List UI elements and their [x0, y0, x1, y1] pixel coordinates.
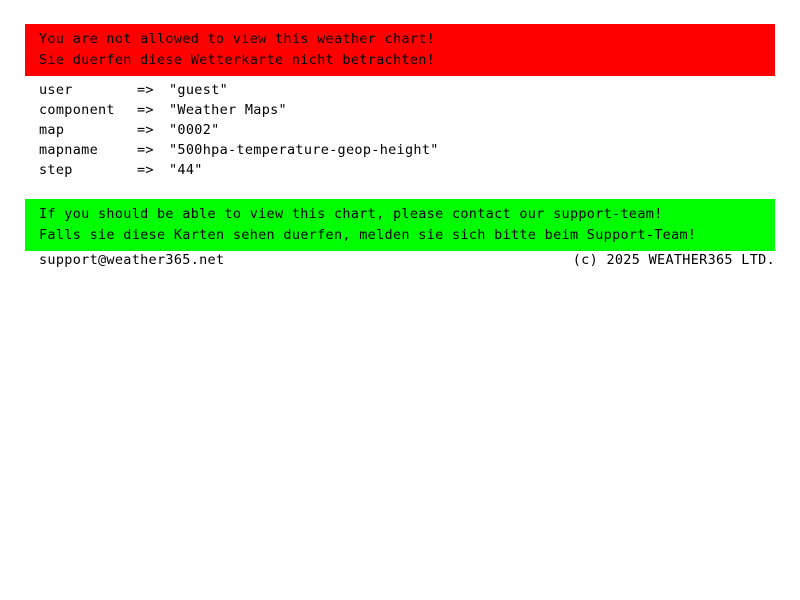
- info-banner-line-de: Falls sie diese Karten sehen duerfen, melden sie sich bitte beim Support-Team!: [39, 227, 697, 243]
- parameter-arrow: =>: [137, 82, 154, 98]
- parameter-arrow: =>: [137, 122, 154, 138]
- copyright-notice: (c) 2025 WEATHER365 LTD.: [572, 252, 775, 268]
- parameter-list: [39, 80, 439, 180]
- parameter-arrow: =>: [137, 102, 154, 118]
- parameter-value: "500hpa-temperature-geop-height": [169, 142, 439, 158]
- parameter-key: component: [39, 102, 115, 118]
- parameter-value: "44": [169, 162, 203, 178]
- parameter-row-mapname: [39, 140, 439, 160]
- error-banner: [25, 24, 775, 76]
- error-banner-line-de: Sie duerfen diese Wetterkarte nicht betrachten!: [39, 52, 436, 68]
- parameter-arrow: =>: [137, 142, 154, 158]
- footer: [39, 250, 775, 270]
- parameter-value: "0002": [169, 122, 220, 138]
- parameter-row-component: [39, 100, 439, 120]
- support-email-link[interactable]: support@weather365.net: [39, 252, 225, 268]
- parameter-key: step: [39, 162, 73, 178]
- parameter-row-map: [39, 120, 439, 140]
- parameter-row-user: [39, 80, 439, 100]
- error-banner-line-en: You are not allowed to view this weather chart!: [39, 31, 436, 47]
- parameter-row-step: [39, 160, 439, 180]
- info-banner-line-en: If you should be able to view this chart, please contact our support-team!: [39, 206, 663, 222]
- parameter-value: "Weather Maps": [169, 102, 287, 118]
- parameter-key: user: [39, 82, 73, 98]
- parameter-value: "guest": [169, 82, 228, 98]
- parameter-key: mapname: [39, 142, 98, 158]
- info-banner: [25, 199, 775, 251]
- parameter-key: map: [39, 122, 65, 138]
- parameter-arrow: =>: [137, 162, 154, 178]
